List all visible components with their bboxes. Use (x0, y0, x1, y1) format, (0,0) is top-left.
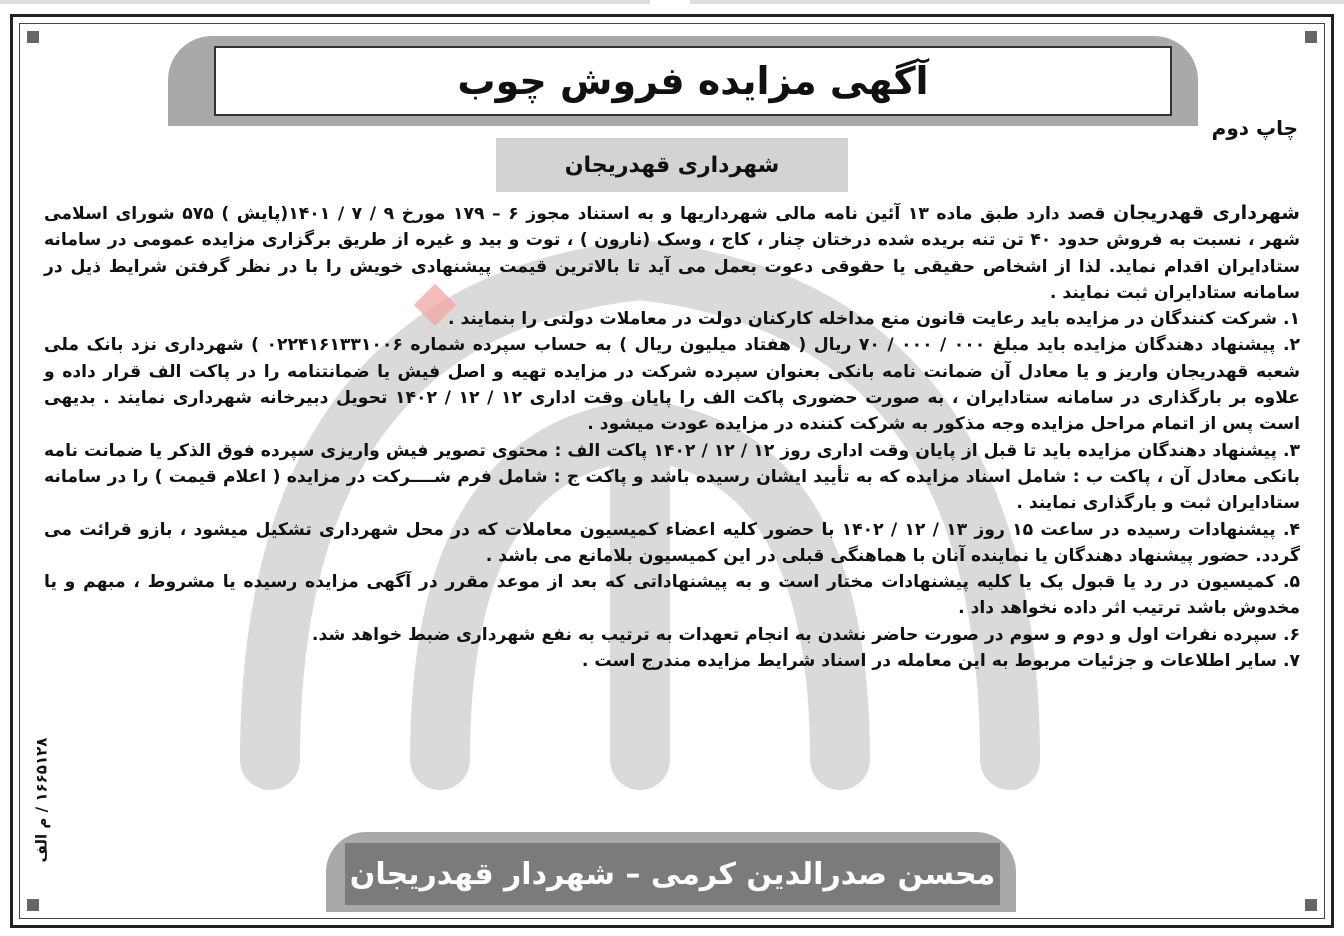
corner-ornament-top-left (27, 31, 39, 43)
issuer-name: شهرداری قهدریجان (496, 138, 848, 192)
notice-body (44, 200, 1300, 674)
signature-box (345, 843, 1000, 905)
side-code (26, 720, 56, 880)
condition-item: ۵. کمیسیون در رد یا قبول یک یا کلیه پیشنهادات مختار است و به پیشنهاداتی که بعد از موعد مقرر در آگهی مزایده رسیده یا مشروط ، مبهم و یا مخدوش باشد ترتیب اثر داده نخواهد داد . (44, 572, 1300, 619)
condition-item: ۴. پیشنهادات رسیده در ساعت ۱۵ روز ۱۳ / ۱۲ / ۱۴۰۲ با حضور کلیه اعضاء کمیسیون معاملات که در محل شهرداری تشکیل میشود ، بازو قرائت می گردد. حضور پیشنهاد دهندگان یا نماینده آنان با هماهنگی قبلی در این کمیسیون بلامانع می باشد . (44, 519, 1300, 566)
corner-ornament-bottom-left (27, 899, 39, 911)
signature-text: محسن صدرالدین کرمی – شهردار قهدریجان (349, 856, 996, 892)
edition-label: چاپ دوم (1211, 116, 1298, 140)
side-code-text: ۱۶۶۵۱۲۸ / م الف (32, 737, 50, 863)
condition-item: ۷. سایر اطلاعات و جزئیات مربوط به این معامله در اسناد شرایط مزایده مندرج است . (581, 651, 1300, 672)
top-divider-left (0, 0, 650, 4)
corner-ornament-bottom-right (1305, 899, 1317, 911)
corner-ornament-top-right (1305, 31, 1317, 43)
condition-item: ۳. پیشنهاد دهندگان مزایده باید تا قبل از پایان وقت اداری روز ۱۲ / ۱۲ / ۱۴۰۲ پاکت الف : محتوی تصویر فیش واریزی سپرده فوق الذکر یا ضمانت نامه بانکی معادل آن ، پاکت ب : شامل اسناد مزایده که به تأیید ایشان رسیده باشد و پاکت ج : شامل فرم شــــرکت در مزایده ( اعلام قیمت ) را در سامانه ستادایران ثبت و بارگذاری نمایند . (44, 440, 1301, 514)
title-box (214, 46, 1172, 116)
condition-item: ۶. سپرده نفرات اول و دوم و سوم در صورت حاضر نشدن به انجام تعهدات به ترتیب به نفع شهرداری ضبط خواهد شد. (311, 624, 1300, 645)
condition-item: ۱. شرکت کنندگان در مزایده باید رعایت قانون منع مداخله کارکنان دولت در معاملات دولتی را بنمایند . (447, 309, 1300, 330)
notice-title: آگهی مزایده فروش چوب (457, 59, 929, 103)
intro-lead: شهرداری قهدریجان (1113, 202, 1300, 224)
intro-text: قصد دارد طبق ماده ۱۳ آئین نامه مالی شهرداریها و به استناد مجوز ۶ – ۱۷۹ مورخ ۹ / ۷ / ۱۴۰۱(پایش ) ۵۷۵ شورای اسلامی شهر ، نسبت به فروش حدود ۴۰ تن تنه بریده شده درختان چنار ، کاج ، وسک (نارون ) ، توت و بید و غیره از طریق برگزاری مزایده عمومی در سامانه ستادایران اقدام نماید. لذا از اشخاص حقیقی یا حقوقی دعوت بعمل می آید تا بالاترین قیمت پیشنهادی خویش را با در نظر گرفتن شرایط ذیل در سامانه ستادایران ثبت نمایند . (44, 204, 1301, 303)
intro-paragraph (44, 200, 1300, 306)
condition-item: ۲. پیشنهاد دهندگان مزایده باید مبلغ ۰۰۰ / ۰۰۰ / ۷۰ ریال ( هفتاد میلیون ریال ) به حساب سپرده شماره ۰۲۲۴۱۶۱۳۳۱۰۰۶ ) شهرداری نزد بانک ملی شعبه قهدریجان واریز و یا معادل آن ضمانت نامه بانکی بعنوان سپرده شرکت در مزایده تهیه و اصل فیش یا ضمانتنامه را در پاکت الف قرار داده و علاوه بر بارگذاری در سامانه ستادایران ، به صورت حضوری پاکت الف را پایان وقت اداری ۱۲ / ۱۲ / ۱۴۰۲ تحویل دبیرخانه شهرداری نمایند . بدیهی است پس از اتمام مراحل مزایده وجه مذکور به شرکت کننده در مزایده عودت میشود . (44, 335, 1301, 435)
top-divider-right (690, 0, 1344, 4)
